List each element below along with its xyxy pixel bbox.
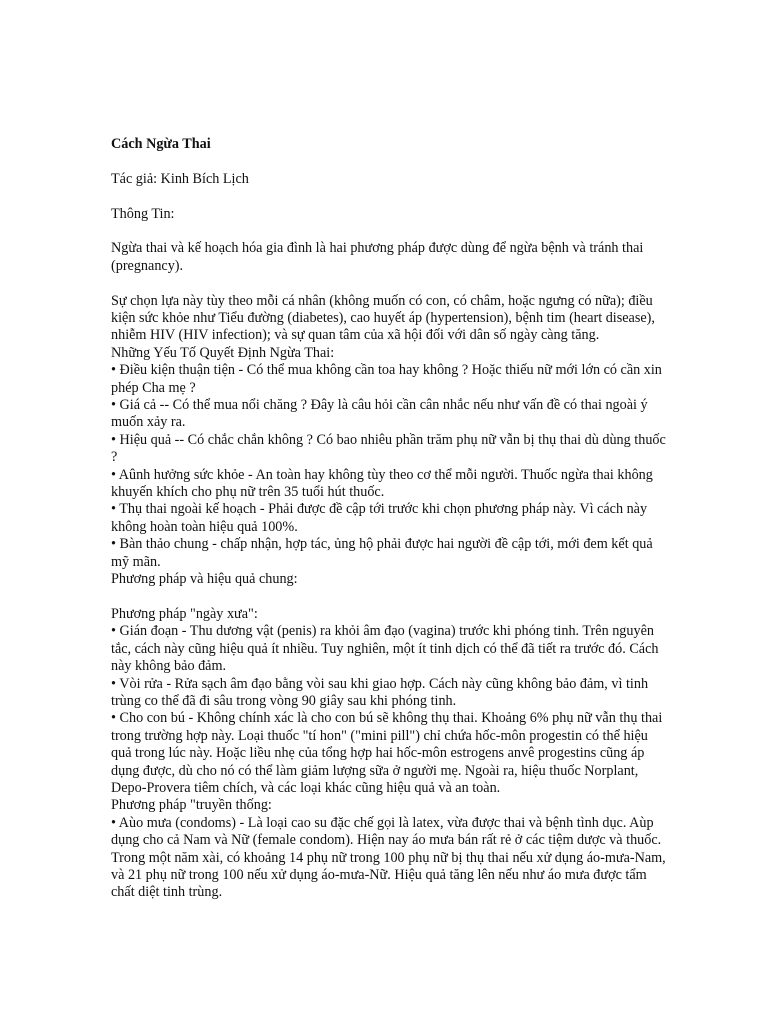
old-method-item: • Gián đoạn - Thu dương vật (penis) ra khỏi âm đạo (vagina) trước khi phóng tinh. Trên nguyên tắc, cách này cũng hiệu quả ít nhiều. Tuy nghiên, một ít tinh dịch có thể đã tiết ra trước đó. Cách này không bảo đảm. [111, 623, 659, 675]
factor-item: • Điều kiện thuận tiện - Có thể mua không cần toa hay không ? Hoặc thiếu nữ mới lớn có cần xin phép Cha mẹ ? [111, 362, 662, 396]
factor-item: • Hiệu quả -- Có chắc chắn không ? Có bao nhiêu phần trăm phụ nữ vẫn bị thụ thai dù dùng thuốc ? [111, 431, 666, 466]
author-line: Tác giả: Kinh Bích Lịch [111, 170, 249, 187]
factors-heading: Những Yếu Tố Quyết Định Ngừa Thai: [111, 344, 335, 361]
factor-item: • Thụ thai ngoài kế hoạch - Phải được đề cập tới trước khi chọn phương pháp này. Vì cách này không hoàn toàn hiệu quả 100%. [111, 501, 648, 535]
factor-item: • Aûnh hưởng sức khỏe - An toàn hay không tùy theo cơ thể mỗi người. Thuốc ngừa thai không khuyến khích cho phụ nữ trên 35 tuổi hút thuốc. [111, 466, 653, 501]
traditional-methods-heading: Phương pháp "truyền thống: [111, 797, 272, 814]
old-method-item: • Vòi rửa - Rửa sạch âm đạo bằng vòi sau khi giao hợp. Cách này cũng không bảo đảm, vì tinh trùng co thể đã đi sâu trong vòng 90 giây sau khi phóng tinh. [111, 675, 649, 709]
methods-heading: Phương pháp và hiệu quả chung: [111, 571, 298, 588]
intro-paragraph: Ngừa thai và kế hoạch hóa gia đình là hai phương pháp được dùng để ngừa bệnh và tránh thai (pregnancy). [111, 240, 644, 274]
traditional-method-item: • Aùo mưa (condoms) - Là loại cao su đặc chế gọi là latex, vừa được thai và bệnh tình dục. Aùp dụng cho cả Nam và Nữ (female condom). Hiện nay áo mưa bán rất rẻ ở các tiệm dược và thuốc. Trong một năm xài, có khoảng 14 phụ nữ trong 100 phụ nữ bị thụ thai nếu xử dụng áo-mưa-Nam, và 21 phụ nữ trong 100 nếu xử dụng áo-mưa-Nữ. Hiệu quả tăng lên nếu như áo mưa được tẩm chất diệt tinh trùng. [111, 814, 666, 901]
old-methods-heading: Phương pháp "ngày xưa": [111, 605, 258, 622]
old-method-item: • Cho con bú - Không chính xác là cho con bú sẽ không thụ thai. Khoảng 6% phụ nữ vẫn thụ thai trong trường hợp này. Loại thuốc "tí hon" ("mini pill") chỉ chứa hốc-môn progestin có thể hiệu quả trong lúc này. Hoặc liều nhẹ của tổng hợp hai hốc-môn estrogens anvê progestins cũng áp dụng được, dù cho nó có thể làm giảm lượng sữa ở người mẹ. Ngoài ra, hiệu thuốc Norplant, Depo-Provera tiêm chích, và các loại khác cũng hiệu quả và an toàn. [111, 710, 663, 796]
choice-paragraph: Sự chọn lựa này tùy theo mỗi cá nhân (không muốn có con, có châm, hoặc ngưng có nữa); điều kiện sức khỏe như Tiểu đường (diabetes), cao huyết áp (hypertension), bệnh tim (heart disease), nhiễm HIV (HIV infection); và sự quan tâm của xã hội đối với dân số ngày càng tăng. [111, 292, 655, 344]
document-title: Cách Ngừa Thai [111, 136, 211, 152]
factor-item: • Bàn thảo chung - chấp nhận, hợp tác, ủng hộ phải được hai người đề cập tới, mới đem kết quả mỹ mãn. [111, 536, 653, 570]
info-label: Thông Tin: [111, 205, 175, 222]
factor-item: • Giá cả -- Có thể mua nổi chăng ? Đây là câu hỏi cần cân nhắc nếu như vấn đề có thai ngoài ý muốn xảy ra. [111, 397, 648, 431]
document-body [111, 136, 671, 902]
